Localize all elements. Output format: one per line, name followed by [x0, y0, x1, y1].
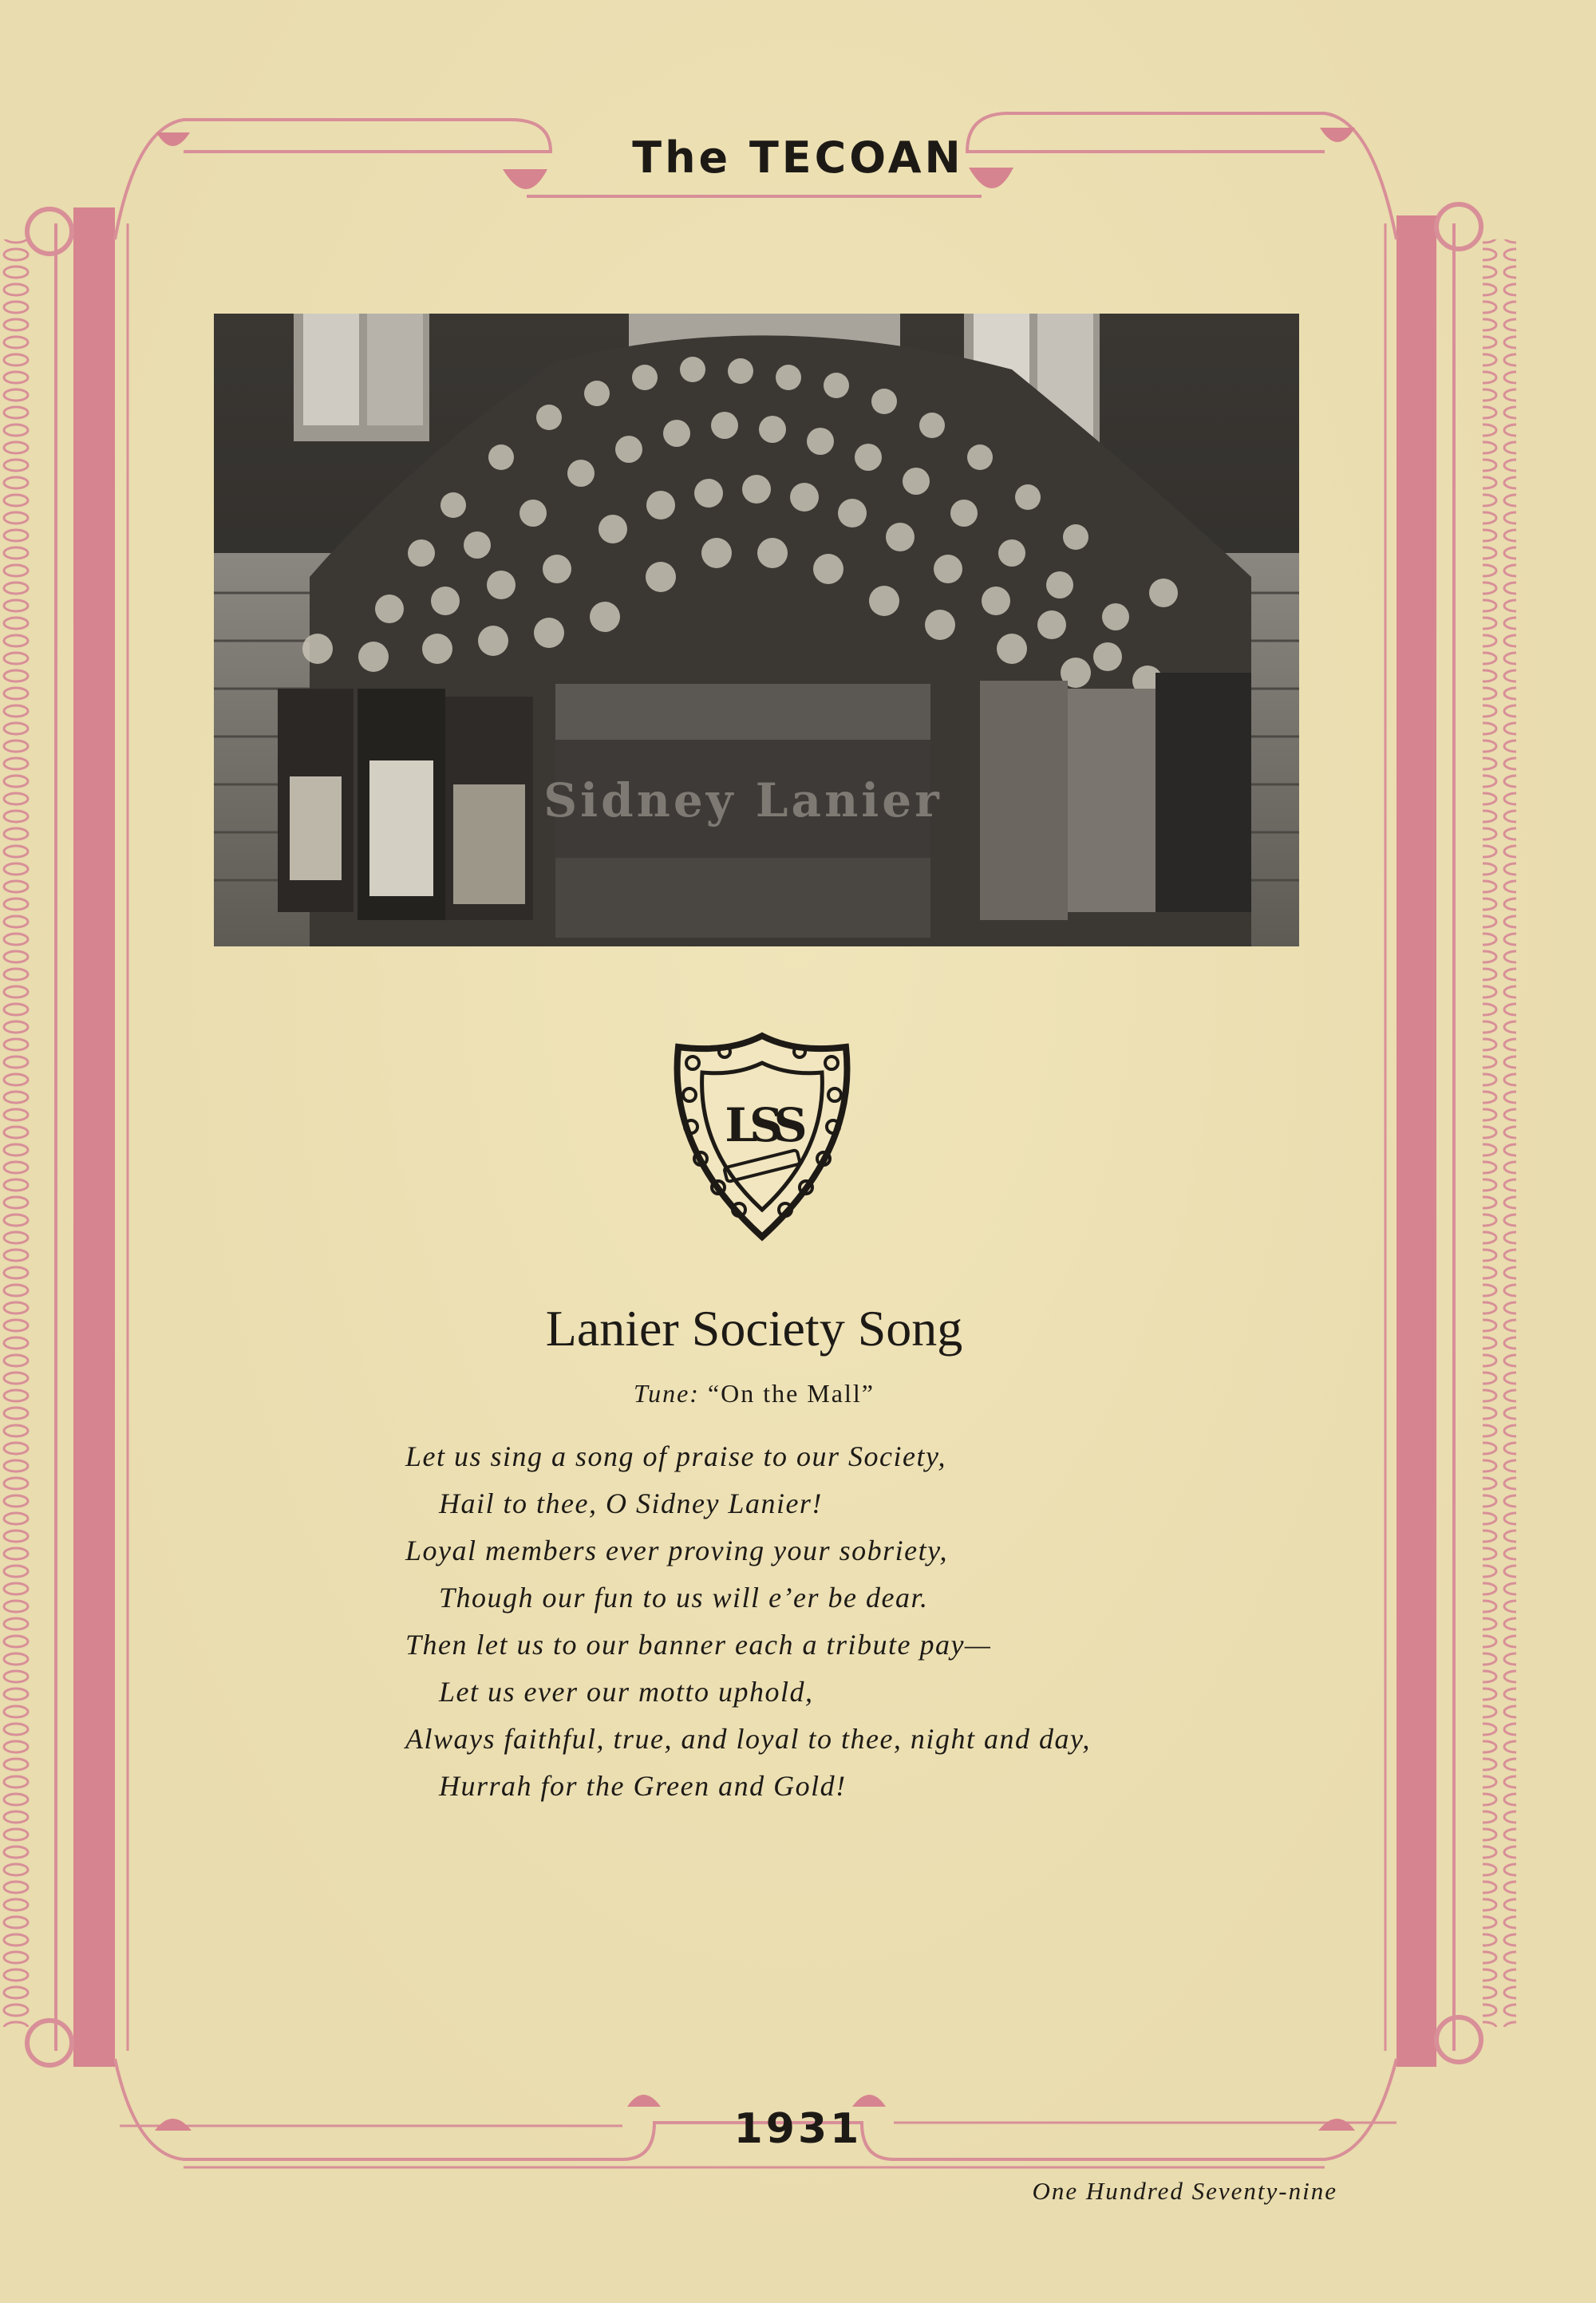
right-pink-band	[1396, 215, 1436, 2067]
seal-monogram: LSS	[725, 1098, 800, 1152]
banner-text: Sidney Lanier	[543, 773, 942, 828]
tune-label: Tune:	[634, 1379, 700, 1408]
society-seal	[669, 1031, 855, 1243]
left-loop-border	[0, 239, 34, 2027]
left-pink-band	[73, 207, 115, 2067]
verse-line: Though our fun to us will e’er be dear.	[439, 1582, 929, 1614]
page-number: One Hundred Seventy-nine	[1032, 2177, 1337, 2205]
verse-line: Loyal members ever proving your sobriety,	[405, 1535, 949, 1566]
song-title: Lanier Society Song	[545, 1300, 963, 1357]
verse-line: Let us sing a song of praise to our Society,	[405, 1440, 946, 1472]
group-photograph	[214, 314, 1299, 946]
verse-line: Let us ever our motto uphold,	[439, 1676, 814, 1708]
tune-name: “On the Mall”	[707, 1379, 875, 1408]
verse-line: Then let us to our banner each a tribute pay—	[405, 1629, 992, 1661]
verse-line: Always faithful, true, and loyal to thee, night and day,	[405, 1723, 1091, 1755]
verse-line: Hurrah for the Green and Gold!	[439, 1770, 847, 1802]
song-tune	[0, 1379, 1508, 1408]
verse-line: Hail to thee, O Sidney Lanier!	[439, 1487, 823, 1519]
right-loop-border	[1483, 239, 1516, 2027]
footer-year: 1931	[733, 2105, 863, 2153]
song-verse	[405, 1433, 1091, 1810]
page-header-title: The TECOAN	[632, 132, 964, 183]
